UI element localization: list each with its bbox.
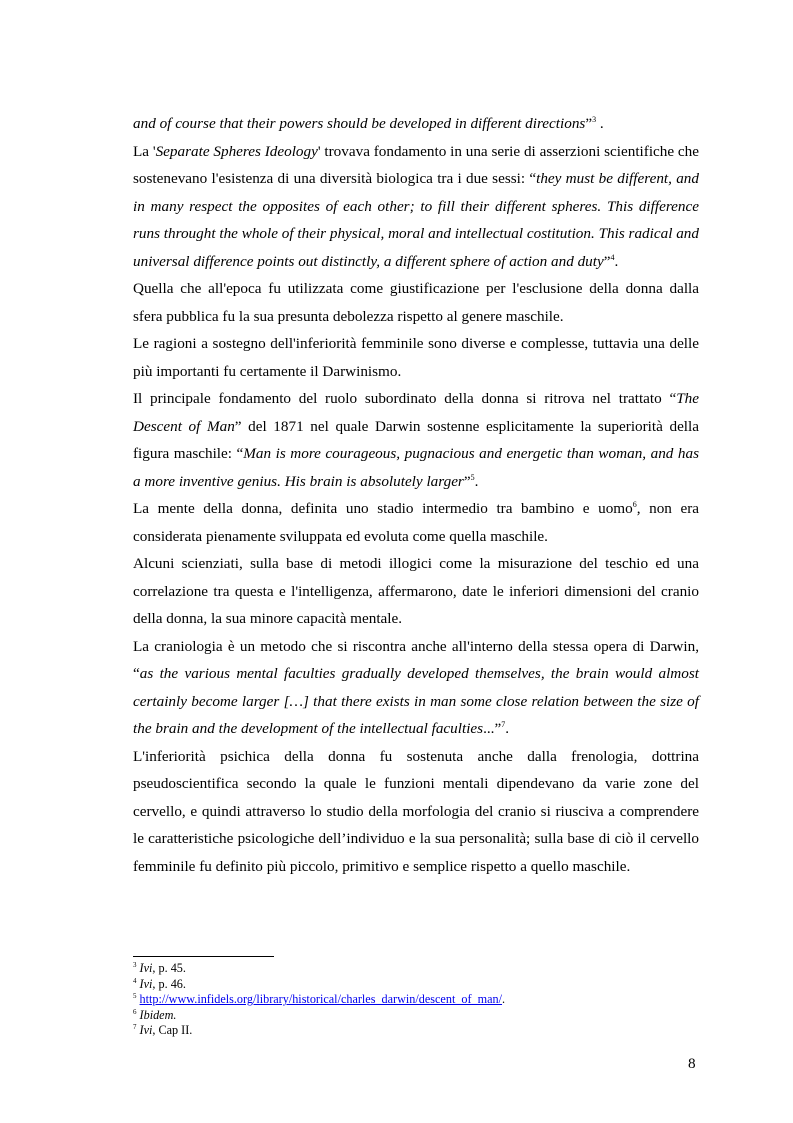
paragraph-4: Le ragioni a sostegno dell'inferiorità femminile sono diverse e complesse, tuttavia una delle più importanti fu certamente il Darwinismo.: [133, 335, 699, 380]
quote: as the various mental faculties gradually developed themselves, the brain would almost certainly become larger […] that there exists in man some close relation between the size of the brain and the development of the intellectual faculties: [133, 665, 699, 737]
paragraph-6: La mente della donna, definita uno stadio intermedio tra bambino e uomo$^6$, non era considerata pienamente sviluppata ed evoluta come quella maschile.: [133, 499, 700, 545]
paragraph-3: Quella che all'epoca fu utilizzata come giustificazione per l'esclusione della donna dalla sfera pubblica fu la sua presunta debolezza rispetto al genere maschile.: [133, 280, 699, 325]
book-title: The Descent of Man: [133, 390, 699, 435]
footnote-separator: [133, 956, 274, 957]
footnote-3: $^3$ Ivi, p. 45.: [133, 960, 186, 975]
quote: Man is more courageous, pugnacious and energetic than woman, and has a more inventive genius. His brain is absolutely larger: [133, 445, 699, 490]
paragraph-2: La 'Separate Spheres Ideology' trovava fondamento in una serie di asserzioni scientifiche che sostenevano l'esistenza di una diversità biologica tra i due sessi: “they must be different, and in many respect the opposites of each other; to fill their different spheres. This difference runs throught the whole of their physical, moral and intellectual costitution. This radical and universal difference points out distinctly, a different sphere of action and duty”$^4$.: [133, 142, 699, 270]
footnotes: [133, 961, 699, 1039]
paragraph-7: Alcuni scienziati, sulla base di metodi illogici come la misurazione del teschio ed una correlazione tra questa e l'intelligenza, affermarono, date le inferiori dimensioni del cranio della donna, la sua minore capacità mentale.: [133, 555, 699, 627]
footnote-4: $^4$ Ivi, p. 46.: [133, 976, 186, 991]
footnote-ref[interactable]: 7: [501, 719, 506, 729]
footnote-ref[interactable]: 5: [470, 472, 475, 482]
paragraph-8: La craniologia è un metodo che si riscontra anche all'interno della stessa opera di Darwin, “as the various mental faculties gradually developed themselves, the brain would almost certainly become larger […] that there exists in man some close relation between the size of the brain and the development of the intellectual faculties...”$^7$.: [133, 637, 699, 737]
footnote-6: $^6$ Ibidem.: [133, 1007, 177, 1022]
quote: they must be different, and in many respect the opposites of each other; to fill their different spheres. This difference runs throught the whole of their physical, moral and intellectual costitution. This radical and universal difference points out distinctly, a different sphere of action and duty: [133, 170, 699, 270]
main-text: [133, 110, 699, 880]
paragraph-9: L'inferiorità psichica della donna fu sostenuta anche dalla frenologia, dottrina pseudoscientifica secondo la quale le funzioni mentali dipendevano da varie zone del cervello, e quindi attraverso lo studio della morfologia del cranio si riusciva a comprendere le caratteristiche psicologiche dell’individuo e la sua personalità; sulla base di ciò il cervello femminile fu definito più piccolo, primitivo e semplice rispetto a quello maschile.: [133, 747, 699, 875]
paragraph-5: Il principale fondamento del ruolo subordinato della donna si ritrova nel trattato “The Descent of Man” del 1871 nel quale Darwin sostenne esplicitamente la superiorità della figura maschile: “Man is more courageous, pugnacious and energetic than woman, and has a more inventive genius. His brain is absolutely larger”$^5$.: [133, 390, 699, 490]
quote: and of course that their powers should be developed in different directions: [133, 115, 586, 132]
footnote-link[interactable]: http://www.infidels.org/library/historical/charles_darwin/descent_of_man/: [139, 992, 503, 1006]
page-number: 8: [688, 1055, 696, 1072]
footnote-5: $^5$ http://www.infidels.org/library/historical/charles_darwin/descent_of_man/.: [133, 991, 506, 1006]
paragraph-1: and of course that their powers should be developed in different directions”$^3$ .: [133, 114, 604, 132]
footnote-ref[interactable]: 6: [632, 499, 637, 509]
footnote-ref[interactable]: 3: [592, 114, 597, 124]
footnote-ref[interactable]: 4: [610, 252, 615, 262]
footnote-7: $^7$ Ivi, Cap II.: [133, 1022, 193, 1037]
